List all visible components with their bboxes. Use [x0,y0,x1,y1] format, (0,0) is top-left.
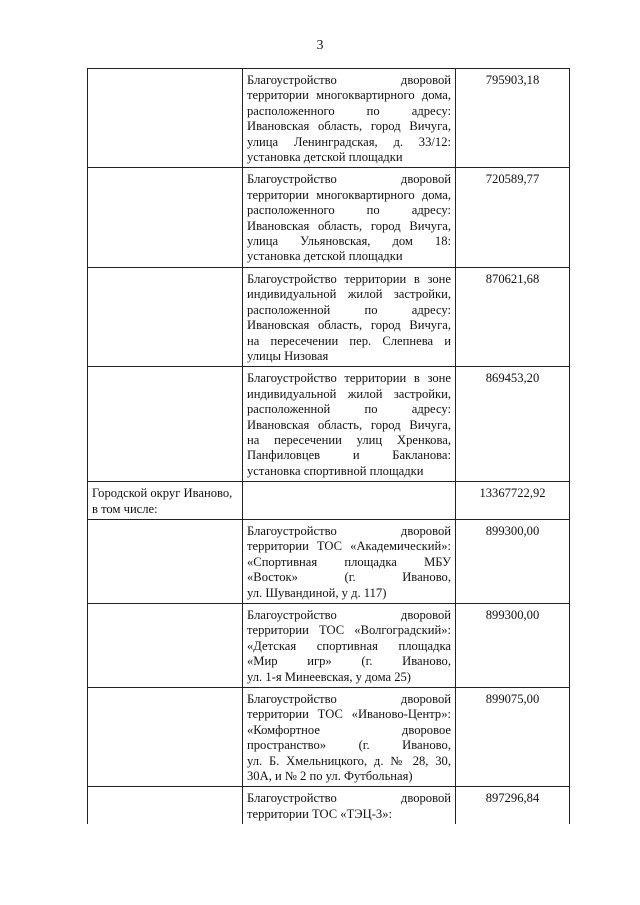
description-line: индивидуальной жилой застройки, [247,287,451,302]
amount-cell: 795903,18 [456,69,570,168]
project-description-cell [243,787,456,824]
municipality-cell [88,69,243,168]
municipality-cell [88,168,243,267]
project-description-cell [243,168,456,267]
project-description-cell [243,482,456,520]
description-line: «Восток» (г. Иваново, [247,570,451,585]
description-line: Благоустройство дворовой [247,523,451,538]
description-line: улицы Низовая [247,348,329,363]
description-line: территории ТОС «Академический»: [247,539,451,554]
description-line: установка детской площадки [247,249,403,264]
description-line: «Мир игр» (г. Иваново, [247,654,451,669]
description-line: «Детская спортивная площадка [247,638,451,653]
description-line: территории многоквартирного дома, [247,88,451,103]
description-line: 30А, и № 2 по ул. Футбольная) [247,769,413,784]
project-description-cell [243,519,456,603]
description-line: на пересечении улиц Хренкова, [247,432,451,447]
amount-cell: 13367722,92 [456,482,570,520]
page-number: 3 [316,38,324,53]
description-line: установка детской площадки [247,150,403,165]
table-row [88,688,570,787]
description-line: территории ТОС «ТЭЦ-3»: [247,806,392,821]
description-line: индивидуальной жилой застройки, [247,386,451,401]
description-line: территории ТОС «Иваново-Центр»: [247,707,451,722]
table-body [88,69,570,825]
municipality-cell: Городской округ Иваново, в том числе: [88,482,243,520]
description-line: установка спортивной площадки [247,463,424,478]
description-line: расположенной по адресу: [247,402,451,417]
table-row [88,168,570,267]
description-line: Благоустройство дворовой [247,73,451,87]
project-description-cell [243,69,456,168]
description-line: территории ТОС «Волгоградский»: [247,623,451,638]
description-line: расположенного по адресу: [247,203,451,218]
description-line: Ивановская область, город Вичуга, [247,119,451,134]
amount-cell: 870621,68 [456,267,570,366]
table-row [88,367,570,482]
table-row [88,482,570,520]
amount-cell: 869453,20 [456,367,570,482]
table-row [88,787,570,824]
description-line: Ивановская область, город Вичуга, [247,218,451,233]
description-line: пространство» (г. Иваново, [247,738,451,753]
description-line: ул. 1-я Минеевская, у дома 25) [247,669,412,684]
description-line: Благоустройство дворовой [247,172,451,187]
table-row [88,69,570,168]
description-line: Благоустройство территории в зоне [247,371,451,386]
project-description-cell [243,688,456,787]
municipality-cell [88,787,243,824]
municipality-cell [88,367,243,482]
description-line: «Спортивная площадка МБУ [247,554,451,569]
description-line: на пересечении пер. Слепнева и [247,333,451,348]
funding-table [87,68,570,824]
description-line: Благоустройство территории в зоне [247,271,451,286]
table-row [88,519,570,603]
description-line: Ивановская область, город Вичуга, [247,318,451,333]
description-line: Благоустройство дворовой [247,791,451,806]
description-line: Панфиловцев и Бакланова: [247,448,451,463]
description-line: ул. Шувандиной, у д. 117) [247,585,387,600]
description-line: Благоустройство дворовой [247,608,451,622]
project-description-cell [243,604,456,688]
description-line: улица Ленинградская, д. 33/12: [247,134,451,149]
amount-cell: 899075,00 [456,688,570,787]
description-line: расположенной по адресу: [247,302,451,317]
amount-cell: 899300,00 [456,604,570,688]
municipality-cell [88,519,243,603]
table-row [88,267,570,366]
description-line: ул. Б. Хмельницкого, д. № 28, 30, [247,753,451,768]
description-line: «Комфортное дворовое [247,722,451,737]
description-line: Благоустройство дворовой [247,692,451,707]
description-line: улица Ульяновская, дом 18: [247,234,451,249]
description-line: территории многоквартирного дома, [247,187,451,202]
project-description-cell [243,367,456,482]
municipality-cell [88,267,243,366]
amount-cell: 897296,84 [456,787,570,824]
description-line: Ивановская область, город Вичуга, [247,417,451,432]
municipality-cell [88,604,243,688]
amount-cell: 720589,77 [456,168,570,267]
description-line: расположенного по адресу: [247,103,451,118]
table-row [88,604,570,688]
project-description-cell [243,267,456,366]
amount-cell: 899300,00 [456,519,570,603]
municipality-cell [88,688,243,787]
